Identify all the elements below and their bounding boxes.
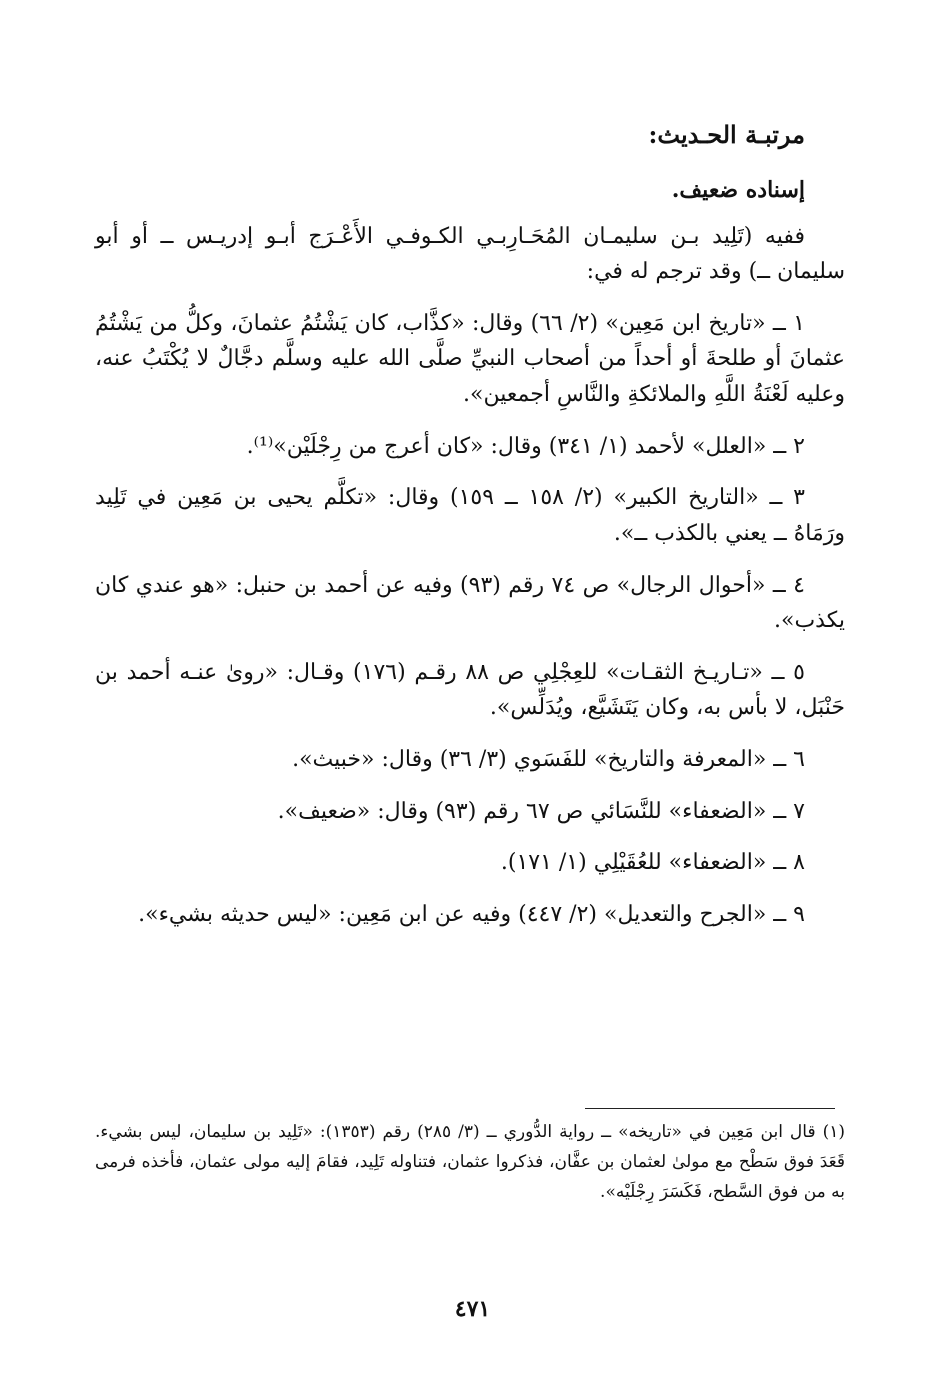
source-item-text: ٣ ــ «التاريخ الكبير» (٢/ ١٥٨ ــ ١٥٩) وقال: «تكلَّم يحيى بن مَعِين في تَلِيد ورَمَاهُ ــ يعني بالكذب ــ». (95, 485, 845, 546)
page-number: ٤٧١ (454, 1296, 491, 1322)
source-item-text: ٨ ــ «الضعفاء» للعُقَيْلِي (١/ ١٧١). (500, 850, 805, 876)
source-item-text: ٥ ــ «تـاريـخ الثقـات» للعِجْلِي ص ٨٨ رقـم (١٧٦) وقـال: «روىٰ عنـه أحمد بن حَنْبَل، لا بأس به، وكان يَتَشَيَّع، ويُدَلِّس». (95, 659, 845, 721)
footnote: (١) قال ابن مَعِين في «تاريخه» ــ رواية الدُّوري ــ (٣/ ٢٨٥) رقم (١٣٥٣): «تَلِيد بن سليمان، ليس بشيء. قَعَدَ فوق سَطْح مع مولىٰ لعثمان بن عفَّان، فذكروا عثمان، فتناوله تَلِيد، فقامَ إليه مولى عثمان، فأخذه فرمى به من فوق السَّطح، فَكَسَرَ رِجْلَيْه». (95, 1122, 845, 1202)
source-item-text: ٦ ــ «المعرفة والتاريخ» للفَسَوي (٣/ ٣٦) وقال: «خبيث». (292, 747, 805, 773)
source-item-6 (95, 742, 845, 778)
source-item-8 (95, 845, 845, 881)
section-heading: مرتبـة الحـديث: (648, 120, 805, 149)
source-item-7 (95, 794, 845, 830)
source-item-5 (95, 655, 845, 726)
intro-text: ففيه (تَلِيد بـن سليمـان المُحَـارِبـي الكـوفـي الأَعْـرَج أبـو إدريـس ــ أو أبو سليمان ــ) وقد ترجم له في: (95, 223, 845, 285)
source-item-2 (95, 429, 845, 465)
source-item-text: ١ ــ «تاريخ ابن مَعِين» (٢/ ٦٦) وقال: «كذَّاب، كان يَشْتُمُ عثمانَ، وكلُّ من يَشْتُمُ عثمانَ أو طلحةَ أو أحداً من أصحاب النبيِّ صلَّى الله عليه وسلَّم دجَّالٌ لا يُكْتَبُ عنه، وعليه لَعْنَةُ اللَّهِ والملائكةِ والنَّاسِ أجمعين». (95, 310, 845, 408)
source-item-1 (95, 306, 845, 413)
source-item-3 (95, 480, 845, 551)
page-body (95, 118, 845, 949)
isnad-verdict: إسناده ضعيف. (671, 176, 805, 203)
source-item-text: ٩ ــ «الجرح والتعديل» (٢/ ٤٤٧) وفيه عن ابن مَعِين: «ليس حديثه بشيء». (138, 901, 805, 927)
source-item-text: ٢ ــ «العلل» لأحمد (١/ ٣٤١) وقال: «كان أعرج من رِجْلَيْن»⁽¹⁾. (246, 433, 805, 459)
footnote-divider (585, 1108, 835, 1109)
source-item-text: ٤ ــ «أحوال الرجال» ص ٧٤ رقم (٩٣) وفيه عن أحمد بن حنبل: «هو عندي كان يكذب». (95, 572, 845, 634)
source-item-9 (95, 897, 845, 933)
intro-paragraph (95, 219, 845, 290)
source-item-4 (95, 568, 845, 639)
source-item-text: ٧ ــ «الضعفاء» للنَّسَائي ص ٦٧ رقم (٩٣) وقال: «ضعيف». (277, 798, 805, 824)
